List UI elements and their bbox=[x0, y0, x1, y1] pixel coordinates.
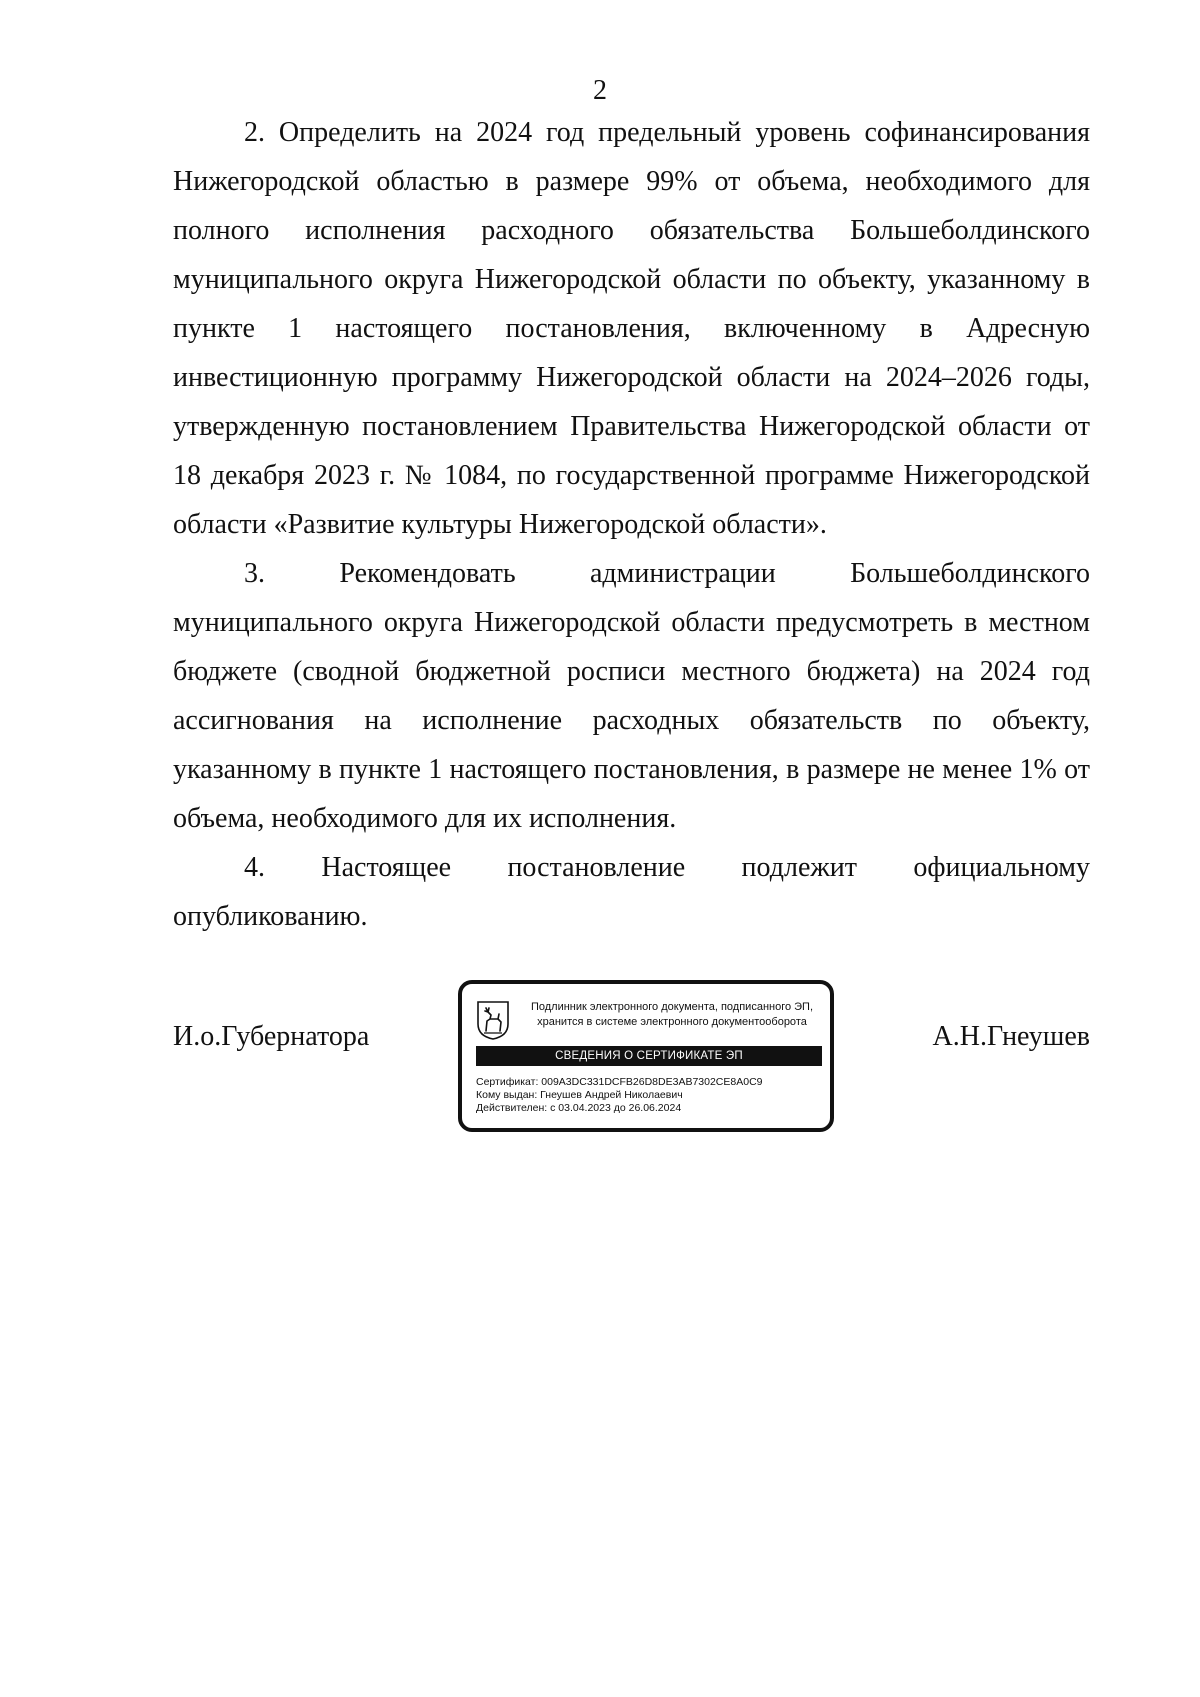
signatory-position: И.о.Губернатора bbox=[173, 1021, 370, 1052]
electronic-signature-stamp bbox=[458, 980, 834, 1132]
signatory-name: А.Н.Гнеушев bbox=[932, 1021, 1090, 1052]
stamp-header-line-1: Подлинник электронного документа, подписанного ЭП, bbox=[530, 1001, 814, 1013]
signature-block bbox=[173, 980, 1090, 1140]
deer-emblem-icon bbox=[476, 1000, 510, 1040]
stamp-certificate-details bbox=[476, 1076, 822, 1115]
stamp-validity: Действителен: с 03.04.2023 до 26.06.2024 bbox=[476, 1102, 682, 1114]
stamp-header bbox=[516, 1000, 828, 1030]
stamp-certificate-bar: СВЕДЕНИЯ О СЕРТИФИКАТЕ ЭП bbox=[476, 1046, 822, 1066]
paragraph-4: 4. Настоящее постановление подлежит официальному опубликованию. bbox=[173, 852, 1090, 932]
stamp-header-line-2: хранится в системе электронного документооборота bbox=[537, 1016, 807, 1028]
stamp-issued-to: Кому выдан: Гнеушев Андрей Николаевич bbox=[476, 1089, 683, 1101]
paragraph-3: 3. Рекомендовать администрации Большеболдинского муниципального округа Нижегородской области предусмотреть в местном бюджете (сводной бюджетной росписи местного бюджета) на 2024 год ассигнования на исполнение расходных обязательств по объекту, указанному в пункте 1 настоящего постановления, в размере не менее 1% от объема, необходимого для их исполнения. bbox=[173, 558, 1090, 834]
stamp-certificate-number: Сертификат: 009A3DC331DCFB26D8DE3AB7302CE8A0C9 bbox=[476, 1076, 763, 1088]
page-number: 2 bbox=[593, 75, 607, 106]
paragraph-2: 2. Определить на 2024 год предельный уровень софинансирования Нижегородской областью в размере 99% от объема, необходимого для полного исполнения расходного обязательства Большеболдинского муниципального округа Нижегородской области по объекту, указанному в пункте 1 настоящего постановления, включенному в Адресную инвестиционную программу Нижегородской области на 2024–2026 годы, утвержденную постановлением Правительства Нижегородской области от 18 декабря 2023 г. № 1084, по государственной программе Нижегородской области «Развитие культуры Нижегородской области». bbox=[173, 117, 1090, 540]
document-body bbox=[173, 108, 1090, 941]
